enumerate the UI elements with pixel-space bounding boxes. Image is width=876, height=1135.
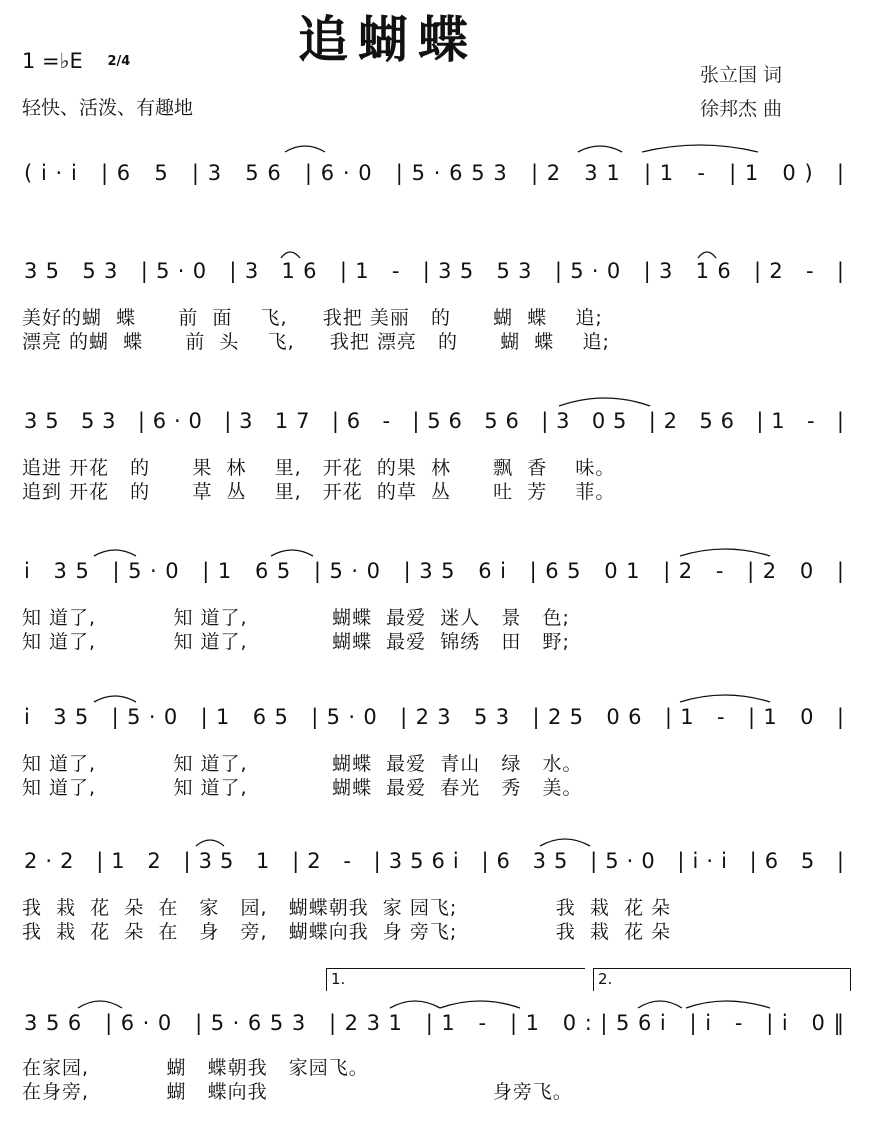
lyric-line-7a: 在家园, 蝴 蝶朝我 家园飞。 xyxy=(22,1057,369,1079)
lyric-line-3b: 追到 开花 的 草 丛 里, 开花 的草 丛 吐 芳 菲。 xyxy=(22,481,616,503)
lyricist: 张立国 词 xyxy=(700,64,783,86)
volta-first xyxy=(326,968,585,991)
score-line-7: 356 |6·0 |5·653 |231 |1 - |1 0:|56i |i - |i 0‖ xyxy=(24,1011,845,1035)
lyric-line-7b: 在身旁, 蝴 蝶向我 身旁飞。 xyxy=(22,1081,573,1103)
volta-second xyxy=(593,968,851,991)
song-title: 追蝴蝶 xyxy=(298,11,478,69)
score-line-3: 35 53 |6·0 |3 17 |6 - |56 56 |3 05 |2 56 |1 - | xyxy=(24,409,844,433)
lyric-line-5b: 知 道了, 知 道了, 蝴蝶 最爱 春光 秀 美。 xyxy=(22,777,583,799)
lyric-line-6b: 我 栽 花 朵 在 身 旁, 蝴蝶向我 身 旁飞; 我 栽 花 朵 xyxy=(22,921,671,943)
score-line-5: i 35 |5·0 |1 65 |5·0 |23 53 |25 06 |1 - |1 0 | xyxy=(24,705,845,729)
score-line-1: (i·i |6 5 |3 56 |6·0 |5·653 |2 31 |1 - |1 0) | xyxy=(24,161,845,185)
lyric-line-4a: 知 道了, 知 道了, 蝴蝶 最爱 迷人 景 色; xyxy=(22,607,570,629)
score-line-2: 35 53 |5·0 |3 16 |1 - |35 53 |5·0 |3 16 |2 - | xyxy=(24,259,845,283)
time-signature-text: 2/4 xyxy=(107,54,131,69)
lyric-line-2b: 漂亮 的蝴 蝶 前 头 飞, 我把 漂亮 的 蝴 蝶 追; xyxy=(22,331,610,353)
volta-first-label: 1. xyxy=(331,970,346,988)
lyric-line-6a: 我 栽 花 朵 在 家 园, 蝴蝶朝我 家 园飞; 我 栽 花 朵 xyxy=(22,897,671,919)
composer: 徐邦杰 曲 xyxy=(700,98,783,120)
score-line-6: 2·2 |1 2 |35 1 |2 - |356i |6 35 |5·0 |i·i |6 5 | xyxy=(24,849,845,873)
volta-second-label: 2. xyxy=(598,970,613,988)
lyric-line-4b: 知 道了, 知 道了, 蝴蝶 最爱 锦绣 田 野; xyxy=(22,631,570,653)
lyric-line-3a: 追进 开花 的 果 林 里, 开花 的果 林 飘 香 味。 xyxy=(22,457,616,479)
tempo-marking: 轻快、活泼、有趣地 xyxy=(22,97,194,119)
lyric-line-5a: 知 道了, 知 道了, 蝴蝶 最爱 青山 绿 水。 xyxy=(22,753,583,775)
lyric-line-2a: 美好的蝴 蝶 前 面 飞, 我把 美丽 的 蝴 蝶 追; xyxy=(22,307,603,329)
key-text: 1 =♭E xyxy=(22,49,83,73)
score-line-4: i 35 |5·0 |1 65 |5·0 |35 6i |65 01 |2 - |2 0 | xyxy=(24,559,844,583)
